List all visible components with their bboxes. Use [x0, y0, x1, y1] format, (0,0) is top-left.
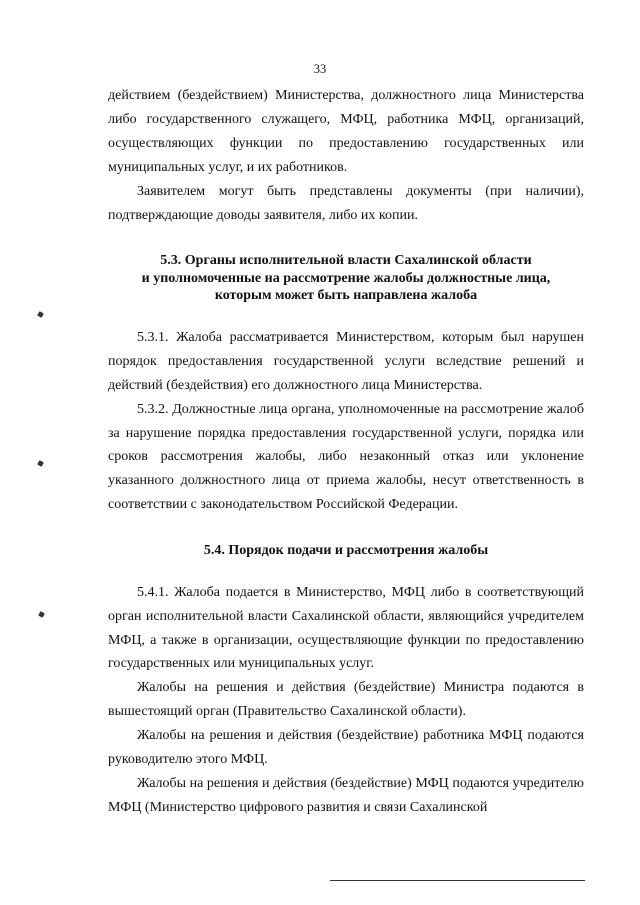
margin-mark [37, 460, 44, 467]
margin-mark [38, 611, 45, 618]
paragraph: Жалобы на решения и действия (бездействие) Министра подаются в вышестоящий орган (Правительство Сахалинской области). [108, 680, 584, 720]
section-heading-5-3 [108, 252, 584, 305]
document-body [108, 84, 584, 820]
page-number: 33 [313, 62, 327, 76]
paragraph: Жалобы на решения и действия (бездействие) МФЦ подаются учредителю МФЦ (Министерство цифрового развития и связи Сахалинской [108, 775, 584, 815]
paragraph: Жалобы на решения и действия (бездействие) работника МФЦ подаются руководителю этого МФЦ. [108, 728, 584, 768]
section-heading-5-4: 5.4. Порядок подачи и рассмотрения жалобы [203, 543, 489, 559]
paragraph: действием (бездействием) Министерства, должностного лица Министерства либо государственного служащего, МФЦ, работника МФЦ, организаций, осуществляющих функции по предоставлению государственных или муниципальных услуг, и их работников. [108, 88, 584, 175]
margin-mark [37, 311, 44, 318]
paragraph: 5.4.1. Жалоба подается в Министерство, МФЦ либо в соответствующий орган исполнительной власти Сахалинской области, являющийся учредителем МФЦ, а также в организации, осуществляющие функции по предоставлению государственных или муниципальных услуг. [108, 584, 584, 672]
footer-rule [330, 880, 585, 881]
paragraph: Заявителем могут быть представлены документы (при наличии), подтверждающие доводы заявителя, либо их копии. [108, 183, 584, 223]
heading-line: которым может быть направлена жалоба [214, 288, 478, 304]
heading-line: 5.3. Органы исполнительной власти Сахалинской области [160, 253, 532, 269]
paragraph: 5.3.2. Должностные лица органа, уполномоченные на рассмотрение жалоб за нарушение порядка предоставления государственной услуги, порядка или сроков рассмотрения жалобы, либо незаконный отказ или уклонение указанного должностного лица от приема жалобы, несут ответственность в соответствии с законодательством Российской Федерации. [108, 401, 584, 513]
heading-line: и уполномоченные на рассмотрение жалобы должностные лица, [141, 270, 551, 286]
paragraph: 5.3.1. Жалоба рассматривается Министерством, которым был нарушен порядок предоставления государственной услуги вследствие решений и действий (бездействия) его должностного лица Министерства. [108, 329, 584, 393]
